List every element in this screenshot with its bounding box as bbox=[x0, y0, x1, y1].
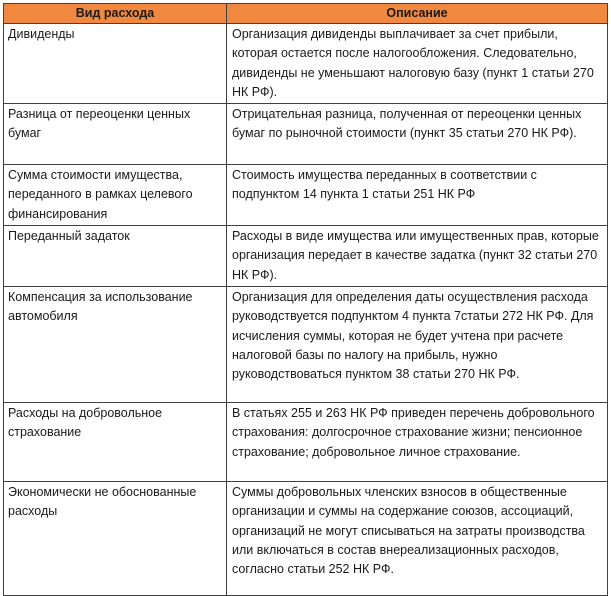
expense-type-cell: Разница от переоценки ценных бумаг bbox=[4, 104, 227, 165]
expense-table bbox=[3, 3, 608, 596]
expense-type-cell: Расходы на добровольное страхование bbox=[4, 403, 227, 482]
expense-type-cell: Экономически не обоснованные расходы bbox=[4, 482, 227, 596]
description-cell: Стоимость имущества переданных в соответствии с подпунктом 14 пункта 1 статьи 251 НК РФ bbox=[227, 165, 608, 226]
expense-type-cell: Переданный задаток bbox=[4, 226, 227, 287]
description-cell: Расходы в виде имущества или имущественных прав, которые организация передает в качестве задатка (пункт 32 статьи 270 НК РФ). bbox=[227, 226, 608, 287]
table-row bbox=[4, 24, 608, 104]
description-cell: Организация для определения даты осуществления расхода руководствуется подпунктом 4 пункта 7статьи 272 НК РФ. Для исчисления суммы, которая не будет учтена при расчете налоговой базы по налогу на прибыль, нужно руководствоваться пунктом 38 статьи 270 НК РФ. bbox=[227, 287, 608, 403]
column-header-description: Описание bbox=[227, 4, 608, 24]
table-row bbox=[4, 104, 608, 165]
expense-type-cell: Сумма стоимости имущества, переданного в рамках целевого финансирования bbox=[4, 165, 227, 226]
table-row bbox=[4, 287, 608, 403]
column-header-expense-type: Вид расхода bbox=[4, 4, 227, 24]
description-cell: В статьях 255 и 263 НК РФ приведен перечень добровольного страхования: долгосрочное страхование жизни; пенсионное страхование; добровольное личное страхование. bbox=[227, 403, 608, 482]
description-cell: Суммы добровольных членских взносов в общественные организации и суммы на содержание союзов, ассоциаций, организаций не могут списываться на затраты производства или включаться в состав внереализационных расходов, согласно статьи 252 НК РФ. bbox=[227, 482, 608, 596]
table-header-row bbox=[4, 4, 608, 24]
description-cell: Организация дивиденды выплачивает за счет прибыли, которая остается после налогообложения. Следовательно, дивиденды не уменьшают налоговую базу (пункт 1 статьи 270 НК РФ). bbox=[227, 24, 608, 104]
expense-type-cell: Дивиденды bbox=[4, 24, 227, 104]
description-cell: Отрицательная разница, полученная от переоценки ценных бумаг по рыночной стоимости (пункт 35 статьи 270 НК РФ). bbox=[227, 104, 608, 165]
table-row bbox=[4, 403, 608, 482]
table-row bbox=[4, 482, 608, 596]
table-row bbox=[4, 165, 608, 226]
expense-type-cell: Компенсация за использование автомобиля bbox=[4, 287, 227, 403]
table-row bbox=[4, 226, 608, 287]
